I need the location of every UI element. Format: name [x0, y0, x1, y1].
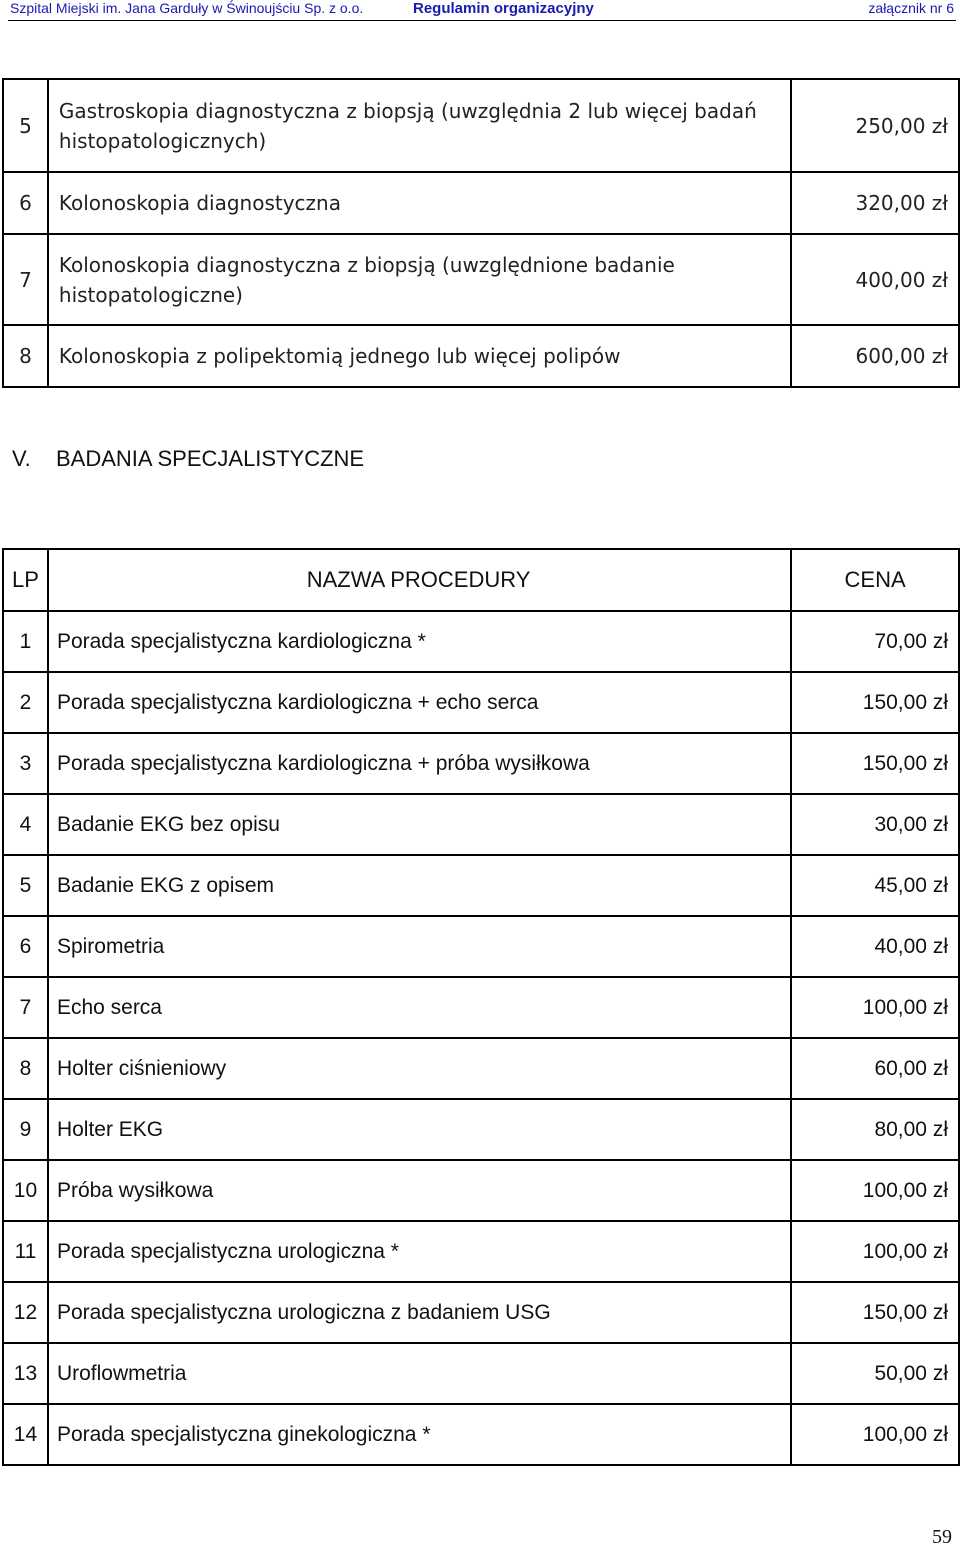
header-document-title: Regulamin organizacyjny — [413, 0, 594, 17]
row-price: 100,00 zł — [791, 1160, 959, 1221]
row-lp: 14 — [3, 1404, 48, 1465]
row-procedure-name: Badanie EKG z opisem — [48, 855, 791, 916]
table-row — [3, 79, 959, 172]
row-price: 100,00 zł — [791, 1404, 959, 1465]
row-lp: 12 — [3, 1282, 48, 1343]
row-procedure-name: Porada specjalistyczna urologiczna z badaniem USG — [48, 1282, 791, 1343]
table-row — [3, 172, 959, 234]
header-lp: LP — [3, 549, 48, 611]
row-price: 40,00 zł — [791, 916, 959, 977]
row-lp: 8 — [3, 325, 48, 387]
row-procedure-name: Spirometria — [48, 916, 791, 977]
row-procedure-name: Holter ciśnieniowy — [48, 1038, 791, 1099]
section-number: V. — [12, 446, 31, 471]
section-heading — [12, 446, 364, 472]
row-lp: 6 — [3, 172, 48, 234]
row-price: 50,00 zł — [791, 1343, 959, 1404]
row-lp: 7 — [3, 977, 48, 1038]
header-procedure-name: NAZWA PROCEDURY — [48, 549, 791, 611]
table-row — [3, 916, 959, 977]
row-lp: 9 — [3, 1099, 48, 1160]
row-lp: 5 — [3, 79, 48, 172]
table-row — [3, 234, 959, 325]
row-procedure-name: Kolonoskopia diagnostyczna — [48, 172, 791, 234]
table-row — [3, 1404, 959, 1465]
row-price: 250,00 zł — [791, 79, 959, 172]
row-procedure-name: Badanie EKG bez opisu — [48, 794, 791, 855]
row-lp: 10 — [3, 1160, 48, 1221]
row-price: 400,00 zł — [791, 234, 959, 325]
row-procedure-name: Porada specjalistyczna urologiczna * — [48, 1221, 791, 1282]
row-lp: 6 — [3, 916, 48, 977]
row-procedure-name: Kolonoskopia z polipektomią jednego lub więcej polipów — [48, 325, 791, 387]
header-hospital-name: Szpital Miejski im. Jana Garduły w Świnoujściu Sp. z o.o. — [10, 0, 364, 16]
row-procedure-name: Gastroskopia diagnostyczna z biopsją (uwzględnia 2 lub więcej badań histopatologicznych) — [48, 79, 791, 172]
row-lp: 13 — [3, 1343, 48, 1404]
row-price: 100,00 zł — [791, 977, 959, 1038]
section-title: BADANIA SPECJALISTYCZNE — [56, 446, 365, 471]
table-row — [3, 672, 959, 733]
row-procedure-name: Holter EKG — [48, 1099, 791, 1160]
table-row — [3, 1099, 959, 1160]
page-header — [10, 0, 954, 20]
row-price: 150,00 zł — [791, 733, 959, 794]
row-price: 150,00 zł — [791, 672, 959, 733]
table-row — [3, 855, 959, 916]
row-procedure-name: Porada specjalistyczna kardiologiczna * — [48, 611, 791, 672]
row-price: 320,00 zł — [791, 172, 959, 234]
row-price: 60,00 zł — [791, 1038, 959, 1099]
header-divider — [8, 20, 956, 21]
row-lp: 5 — [3, 855, 48, 916]
table-header-row — [3, 549, 959, 611]
row-price: 80,00 zł — [791, 1099, 959, 1160]
row-lp: 4 — [3, 794, 48, 855]
endoscopy-price-table — [2, 78, 960, 388]
specialist-exams-price-table — [2, 548, 960, 1466]
table-row — [3, 611, 959, 672]
row-lp: 1 — [3, 611, 48, 672]
table-row — [3, 325, 959, 387]
row-price: 30,00 zł — [791, 794, 959, 855]
row-lp: 11 — [3, 1221, 48, 1282]
table-row — [3, 794, 959, 855]
row-procedure-name: Porada specjalistyczna kardiologiczna + echo serca — [48, 672, 791, 733]
table-row — [3, 1038, 959, 1099]
row-procedure-name: Kolonoskopia diagnostyczna z biopsją (uwzględnione badanie histopatologiczne) — [48, 234, 791, 325]
row-procedure-name: Porada specjalistyczna ginekologiczna * — [48, 1404, 791, 1465]
table-row — [3, 1221, 959, 1282]
row-lp: 3 — [3, 733, 48, 794]
table-row — [3, 1343, 959, 1404]
row-price: 150,00 zł — [791, 1282, 959, 1343]
table-row — [3, 733, 959, 794]
row-lp: 8 — [3, 1038, 48, 1099]
row-price: 70,00 zł — [791, 611, 959, 672]
row-price: 600,00 zł — [791, 325, 959, 387]
row-procedure-name: Próba wysiłkowa — [48, 1160, 791, 1221]
row-procedure-name: Porada specjalistyczna kardiologiczna + próba wysiłkowa — [48, 733, 791, 794]
row-price: 45,00 zł — [791, 855, 959, 916]
row-price: 100,00 zł — [791, 1221, 959, 1282]
row-procedure-name: Uroflowmetria — [48, 1343, 791, 1404]
header-attachment-number: załącznik nr 6 — [868, 0, 954, 16]
table-row — [3, 977, 959, 1038]
header-price: CENA — [791, 549, 959, 611]
row-lp: 7 — [3, 234, 48, 325]
page-number: 59 — [932, 1526, 952, 1548]
row-lp: 2 — [3, 672, 48, 733]
row-procedure-name: Echo serca — [48, 977, 791, 1038]
table-row — [3, 1282, 959, 1343]
table-row — [3, 1160, 959, 1221]
